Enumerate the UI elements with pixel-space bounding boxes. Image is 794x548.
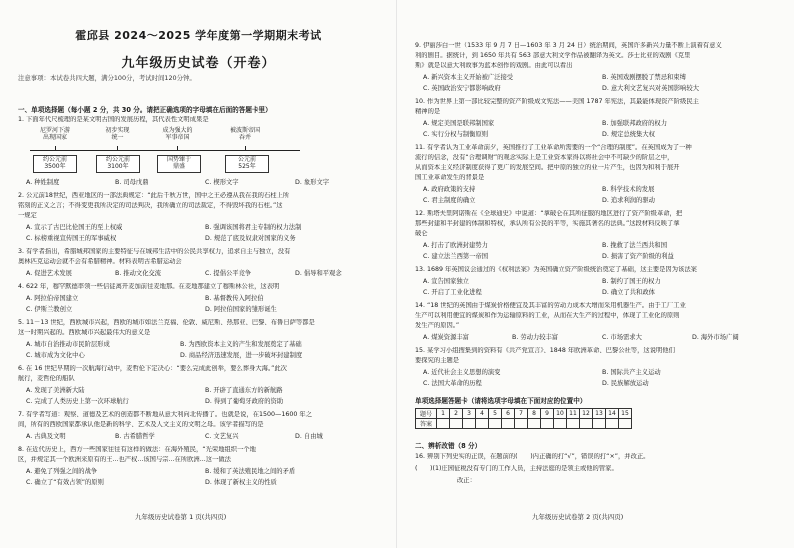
answer-cell: 1 <box>437 409 450 419</box>
option-b: B. 推动文化交流 <box>115 270 162 277</box>
answer-cell: 10 <box>554 409 567 419</box>
answer-row-answers <box>416 419 632 429</box>
option-b: B. 强调该国将君主专制的权力法制 <box>205 224 302 231</box>
option-a: A. 煤炭资源丰富 <box>423 334 469 341</box>
option-d: D. 得到了葡萄牙政府的资助 <box>205 398 284 405</box>
answer-cell: 15 <box>619 409 632 419</box>
answer-card-header: 单项选择题答题卡（请将选项字母填在下面对应的位置中） <box>415 397 587 405</box>
option-a: A. 避免了列强之间的战争 <box>26 468 98 475</box>
option-c: C. 伊斯兰教创立 <box>26 306 73 313</box>
option-c: C. 确立了“有效占领”的原则 <box>26 479 104 486</box>
answer-blank[interactable] <box>528 419 541 429</box>
question-14-stem-line: 发生产的原因。” <box>415 322 460 329</box>
question-15-stem-line: 15. 某学习小组搜集到的资料有《共产党宣言》、1848 年欧洲革命、巴黎公社等，这说明他们 <box>415 347 675 354</box>
question-10-stem-line: 精神的是 <box>415 108 441 115</box>
answer-blank[interactable] <box>437 419 450 429</box>
option-d: D. 体现了新权主义的性质 <box>205 479 277 486</box>
answer-card-table <box>415 408 632 429</box>
question-16-stem-line: ( )(1)庄园征税没有专门的工作人员，主持法庭的是领主或他的管家。 <box>415 465 618 472</box>
option-d: D. 确立了共和政体 <box>602 289 655 296</box>
question-8-stem-line: 8. 在近代历史上，西方一些国家往往有这样的做法：在海外殖民，“光荣地组织一个地 <box>18 446 256 453</box>
timeline-event: 成为强大的 军事帝国 <box>162 127 193 141</box>
timeline-tick <box>55 146 56 151</box>
answer-cell: 题号 <box>416 409 437 419</box>
option-c: C. 文艺复兴 <box>205 433 239 440</box>
question-2-stem-line: 铭刻的正义之言；不得变更我所决定的司法判决，我所确立的司法裁定，不得毁坏我的石柱。”这 <box>18 202 283 209</box>
section1-header: 一、单项选择题（每小题 2 分，共 30 分。请把正确选项的字母填在后面的答题卡里） <box>18 106 272 114</box>
option-d: D. 海外市场广阔 <box>692 334 739 341</box>
answer-blank[interactable] <box>502 419 515 429</box>
question-14-stem-line: 生产可以利用便宜的煤炭和作为运输原料的工业，从而在大生产的过程中，体现了工业化的原则 <box>415 312 680 319</box>
option-b: B. 司母戊鼎 <box>115 179 149 186</box>
answer-blank[interactable] <box>554 419 567 429</box>
option-d: D. 商品经济迅速发展，进一步破坏封建制度 <box>180 352 303 359</box>
option-a: A. 宣告国家独立 <box>423 278 469 285</box>
answer-cell: 12 <box>580 409 593 419</box>
timeline-axis <box>30 150 300 151</box>
option-a: A. 古典及文明 <box>26 433 66 440</box>
option-a: A. 种姓制度 <box>26 179 60 186</box>
option-a: A. 宣示了古巴比伦国王的至上权威 <box>26 224 123 231</box>
question-9-stem-line: 利的剧目。据统计，到 1650 年共有 563 部意大利文学作品被翻译为英文。莎士比亚的戏剧《克里 <box>415 52 691 59</box>
question-11-stem-line: 国工业革命发生的背景是 <box>415 174 485 181</box>
option-c: C. 建立法兰西第一帝国 <box>423 253 489 260</box>
option-d: D. 损害了资产阶级的利益 <box>602 253 674 260</box>
question-7-stem-line: 7. 有学者写道：观察、道德及艺术的创造都不断地从意大利向北传播了。也就是说，在1500—1600 年之 <box>18 411 312 418</box>
question-12-stem-line: 那些封建和半封建的体制和特权，承认所有公民的平等，实施其著名的法典。”这段材料反映了拿 <box>415 220 680 227</box>
question-3-stem-line: 奥林匹克运动会就不会有希腊精神。材料表明古希腊运动会 <box>18 258 182 265</box>
option-c: C. 市场需求大 <box>602 334 642 341</box>
option-c: C. 开启了工业化进程 <box>423 289 482 296</box>
question-4-stem: 4. 622 年，穆罕默德率领一些信徒离开麦加前往麦地那。在麦地那建立了穆斯林公社，这表明 <box>18 283 280 290</box>
option-a: A. 促进艺术发展 <box>26 270 72 277</box>
option-c: C. 法国大革命的历程 <box>423 380 482 387</box>
option-d: D. 规定总统集大权 <box>602 131 655 138</box>
timeline-date: 约公元前 3100年 <box>96 155 140 173</box>
question-2-stem-line: 2. 公元前18世纪，西亚地区的一部法典规定：“此后千秋万世，国中之王必遵从我在我的石柱上所 <box>18 192 290 199</box>
timeline-date: 国势臻于 鼎盛 <box>157 155 201 173</box>
question-11-stem-line: 从而资本主义经济制度获得了更广的发展空间。把中原的独立的业一片产生，也因为和利于展开 <box>415 164 680 171</box>
option-d: D. 倡导和平观念 <box>295 270 342 277</box>
option-d: D. 象形文字 <box>295 179 330 186</box>
timeline-tick <box>245 146 246 151</box>
option-a: A. 阿拉伯帝国建立 <box>26 295 79 302</box>
question-6-stem-line: 6. 在 16 世纪早期的一次航海行动中，麦哲伦下定决心：“要么完成此创举，要么葬身大海。”此次 <box>18 365 287 372</box>
question-11-stem-line: 11. 有学者认为工业革命前夕，英国推行了工业革命所需要的一个“合理的制度”。在英国成为了一种 <box>415 144 692 151</box>
answer-blank[interactable] <box>606 419 619 429</box>
option-c: C. 楔形文字 <box>205 179 239 186</box>
page-footer: 九年级历史试卷第 1 页(共四页) <box>135 513 227 521</box>
question-14-stem-line: 14. “18 世纪的英国由于煤炭价格便宜及其丰富的劳动力成本大增而采用机器生产。由于工厂工业 <box>415 302 686 309</box>
option-c: C. 君主制度的确立 <box>423 197 476 204</box>
option-d: D. 阿拉伯国家的雏形诞生 <box>205 306 277 313</box>
option-b: B. 劳动力较丰富 <box>512 334 559 341</box>
answer-cell: 6 <box>502 409 515 419</box>
answer-cell: 3 <box>463 409 476 419</box>
option-a: A. 规定美国是联邦制国家 <box>423 120 495 127</box>
option-b: B. 英国戏剧摆脱了禁忌和束缚 <box>602 74 686 81</box>
option-a: A. 打击了欧洲封建势力 <box>423 242 488 249</box>
exam-notes <box>18 74 388 83</box>
question-1-stem: 1. 下面年代尺梳理的是某文明古国的发展历程，其代表性文明成果是 <box>18 116 209 123</box>
timeline-event: 初步实现 统一 <box>105 127 130 141</box>
page-footer: 九年级历史试卷第 2 页(共四页) <box>532 513 624 521</box>
option-d: D. 追求利润的驱动 <box>602 197 655 204</box>
answer-cell: 9 <box>541 409 554 419</box>
answer-blank[interactable] <box>593 419 606 429</box>
answer-blank[interactable] <box>619 419 632 429</box>
option-b: B. 国际共产主义运动 <box>602 369 661 376</box>
question-3-stem-line: 3. 有学者指出，希腊城邦国家的主要特征与在城邦生活中的公民共享权力，追求自主与独立，没有 <box>18 248 291 255</box>
question-16-stem-line: 16. 辨别下列史实的正误，在题前的( )内正确的打“√”，错误的打“×”，并改正。 <box>415 453 650 460</box>
question-12-stem-line: 12. 斯塔夫里阿诺斯在《全球通史》中说道：“拿破仑在其所征服的地区进行了资产阶级革命，把 <box>415 210 683 217</box>
option-b: B. 科学技术的发展 <box>602 186 655 193</box>
question-9-stem-line: 斯》就是以意大利故事为蓝本创作的戏剧。由此可以看出 <box>415 62 573 69</box>
question-8-stem-line: 区，并规定其一个欧洲来原有的王...也产权...该国与宗...在所欧洲...这一做法 <box>18 456 231 463</box>
exam-page-2 <box>397 0 794 548</box>
option-a: A. 新兴资本主义开始被广泛接受 <box>423 74 514 81</box>
option-d: D. 自由城 <box>295 433 323 440</box>
answer-row-numbers <box>416 409 632 419</box>
option-b: B. 缓和了英法殖民地之间的矛盾 <box>205 468 296 475</box>
answer-cell: 2 <box>450 409 463 419</box>
timeline-event: 被波斯帝国 吞并 <box>229 127 260 141</box>
timeline-date: 约公元前 3500年 <box>33 155 77 173</box>
timeline-event: 尼罗河下游 出现国家 <box>39 127 70 141</box>
question-6-stem-line: 航行，麦哲伦的船队 <box>18 375 75 382</box>
option-b: B. 古希腊哲学 <box>115 433 155 440</box>
option-d: D. 民族解放运动 <box>602 380 649 387</box>
note-line: 注意事项：本试卷共四大题，满分100分，考试时间120分钟。 <box>18 74 196 82</box>
question-12-stem-line: 破仑 <box>415 230 428 237</box>
section2-header: 二、辨析改错（8 分） <box>415 442 482 450</box>
question-9-stem-line: 9. 伊丽莎白一世（1533 年 9 月 7 日—1603 年 3 月 24 日）统治期间，英国许多新兴力量不断上演着有意义 <box>415 42 722 49</box>
option-c: C. 英国政治安宁都影响政府 <box>423 85 501 92</box>
exam-title: 霍邱县 2024～2025 学年度第一学期期末考试 <box>75 29 322 42</box>
answer-cell: 13 <box>593 409 606 419</box>
answer-blank[interactable] <box>580 419 593 429</box>
option-c: C. 提倡公平竞争 <box>205 270 252 277</box>
option-b: B. 基督教传入阿拉伯 <box>205 295 264 302</box>
question-2-stem-line: 一规定 <box>18 212 37 219</box>
answer-cell: 11 <box>567 409 580 419</box>
timeline-date: 公元前 525年 <box>225 155 269 173</box>
answer-cell: 4 <box>476 409 489 419</box>
option-b: B. 制约了国王的权力 <box>602 278 661 285</box>
option-b: B. 挽救了法兰西共和国 <box>602 242 667 249</box>
answer-cell: 14 <box>606 409 619 419</box>
option-d: D. 意大利文艺复兴对英国影响较大 <box>602 85 700 92</box>
question-16-correction: 改正： <box>457 477 476 484</box>
timeline-tick <box>117 146 118 151</box>
option-c: C. 城市成为文化中心 <box>26 352 85 359</box>
option-d: D. 规范了底及奴隶对国家的义务 <box>205 235 296 242</box>
option-c: C. 标榜重视宣传国王的军事威权 <box>26 235 117 242</box>
question-11-stem-line: 流行的信念，没有“合理调财”的观念实际上是工业资本家得以将社会中不可缺少的阶层之中， <box>415 154 674 161</box>
answer-cell: 8 <box>528 409 541 419</box>
option-a: A. 发现了美洲新大陆 <box>26 387 85 394</box>
option-c: C. 完成了人类历史上第一次环球航行 <box>26 398 129 405</box>
answer-blank[interactable] <box>489 419 502 429</box>
question-13-stem: 13. 1689 年英国议会通过的《权利法案》为英国确立资产阶级统治奠定了基础，这主要是因为该法案 <box>415 266 697 273</box>
answer-blank[interactable] <box>567 419 580 429</box>
question-5-stem-line: 5. 11－13 世纪，西欧城市兴起，西欧的城市如法兰克福、伦敦、威尼斯、热那亚、巴黎、布鲁日萨等都是 <box>18 319 315 326</box>
option-c: C. 实行分权与制衡原则 <box>423 131 489 138</box>
answer-blank[interactable] <box>515 419 528 429</box>
answer-blank[interactable] <box>463 419 476 429</box>
option-b: B. 为西欧资本主义的产生和发展奠定了基础 <box>180 341 302 348</box>
answer-blank[interactable] <box>450 419 463 429</box>
option-b: B. 加强联邦政府的权力 <box>602 120 667 127</box>
option-a: A. 近代社会主义思想的演变 <box>423 369 501 376</box>
option-b: B. 开辟了直通东方的新航路 <box>205 387 283 394</box>
question-15-stem-line: 要探究的主题是 <box>415 357 460 364</box>
question-10-stem-line: 10. 作为世界上第一部比较完整的资产阶级成文宪法——美国 1787 年宪法，其最能体现资产阶级民主 <box>415 98 699 105</box>
answer-blank[interactable] <box>476 419 489 429</box>
answer-blank[interactable] <box>541 419 554 429</box>
answer-cell: 5 <box>489 409 502 419</box>
question-5-stem-line: 这一时期兴起的。西欧城市兴起最伟大的意义是 <box>18 329 151 336</box>
option-a: A. 城市自治推动市民阶层形成 <box>26 341 110 348</box>
timeline-tick <box>177 146 178 151</box>
option-a: A. 政府政策的支持 <box>423 186 476 193</box>
answer-cell: 7 <box>515 409 528 419</box>
answer-cell: 答案 <box>416 419 437 429</box>
exam-subtitle: 九年级历史试卷（开卷） <box>121 56 276 71</box>
question-7-stem-line: 间，所有的西欧国家都承认他是新的科学、艺术及人文主义的文明之母。该学者描写的是 <box>18 421 264 428</box>
